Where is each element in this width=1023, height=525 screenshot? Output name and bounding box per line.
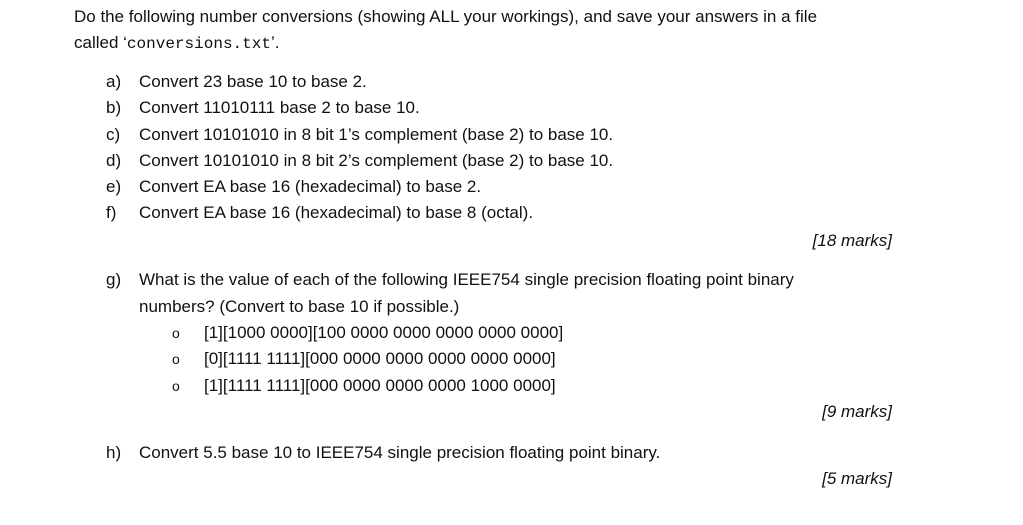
question-text: Convert 10101010 in 8 bit 2’s complement (base 2) to base 10. — [139, 150, 614, 170]
question-text: Convert 11010111 base 2 to base 10. — [139, 98, 420, 118]
marks-h: [5 marks] — [822, 469, 892, 488]
question-letter: a) — [106, 72, 122, 91]
question-h — [106, 440, 660, 467]
filename-text: conversions.txt — [126, 35, 271, 53]
question-letter: f) — [106, 203, 117, 223]
question-g — [106, 267, 794, 320]
instructions-line-1: Do the following number conversions (showing ALL your workings), and save your answers in a file — [74, 7, 818, 26]
ieee754-binary-value: [1][1111 1111][000 0000 0000 0000 1000 0000] — [204, 375, 556, 395]
question-h-row — [106, 440, 660, 467]
hollow-bullet-icon: o — [172, 325, 180, 341]
question-letter: b) — [106, 98, 122, 118]
question-g-row-2 — [106, 294, 794, 321]
question-item — [106, 122, 613, 148]
question-item — [106, 174, 613, 200]
question-text: Convert 10101010 in 8 bit 1’s complement (base 2) to base 10. — [139, 124, 614, 144]
marks-a-to-f: [18 marks] — [812, 231, 892, 250]
question-letter: e) — [106, 177, 122, 197]
question-item — [106, 69, 613, 95]
hollow-bullet-icon: o — [172, 377, 180, 394]
question-letter: d) — [106, 150, 122, 170]
question-h-text: Convert 5.5 base 10 to IEEE754 single precision floating point binary. — [139, 443, 661, 462]
ieee754-list-item — [172, 346, 563, 372]
ieee754-binary-value: [0][1111 1111][000 0000 0000 0000 0000 0000] — [204, 349, 556, 369]
instructions-paragraph — [74, 4, 954, 57]
hollow-bullet-icon: o — [172, 351, 180, 368]
question-item — [106, 148, 613, 174]
marks-g: [9 marks] — [822, 402, 892, 421]
question-item — [106, 95, 613, 121]
question-item — [106, 200, 613, 226]
question-list-a-to-f — [106, 69, 613, 227]
ieee754-value-list — [172, 320, 563, 399]
question-letter: c) — [106, 124, 121, 144]
ieee754-list-item — [172, 373, 563, 399]
ieee754-list-item — [172, 320, 563, 346]
question-text: Convert EA base 16 (hexadecimal) to base 8 (octal). — [139, 203, 534, 223]
question-g-line-2: numbers? (Convert to base 10 if possible.) — [139, 296, 460, 316]
question-text: Convert 23 base 10 to base 2. — [139, 72, 367, 91]
question-text: Convert EA base 16 (hexadecimal) to base 2. — [139, 177, 482, 197]
ieee754-binary-value: [1][1000 0000][100 0000 0000 0000 0000 0000] — [204, 323, 564, 342]
question-g-row-1 — [106, 267, 794, 294]
question-letter: g) — [106, 270, 122, 289]
instructions-line-2-prefix: called ‘ — [74, 33, 127, 52]
instructions-line-2-suffix: ’. — [270, 33, 280, 52]
question-g-line-1: What is the value of each of the following IEEE754 single precision floating point binary — [139, 270, 794, 289]
question-letter: h) — [106, 443, 122, 462]
question-letter-spacer — [106, 294, 139, 321]
